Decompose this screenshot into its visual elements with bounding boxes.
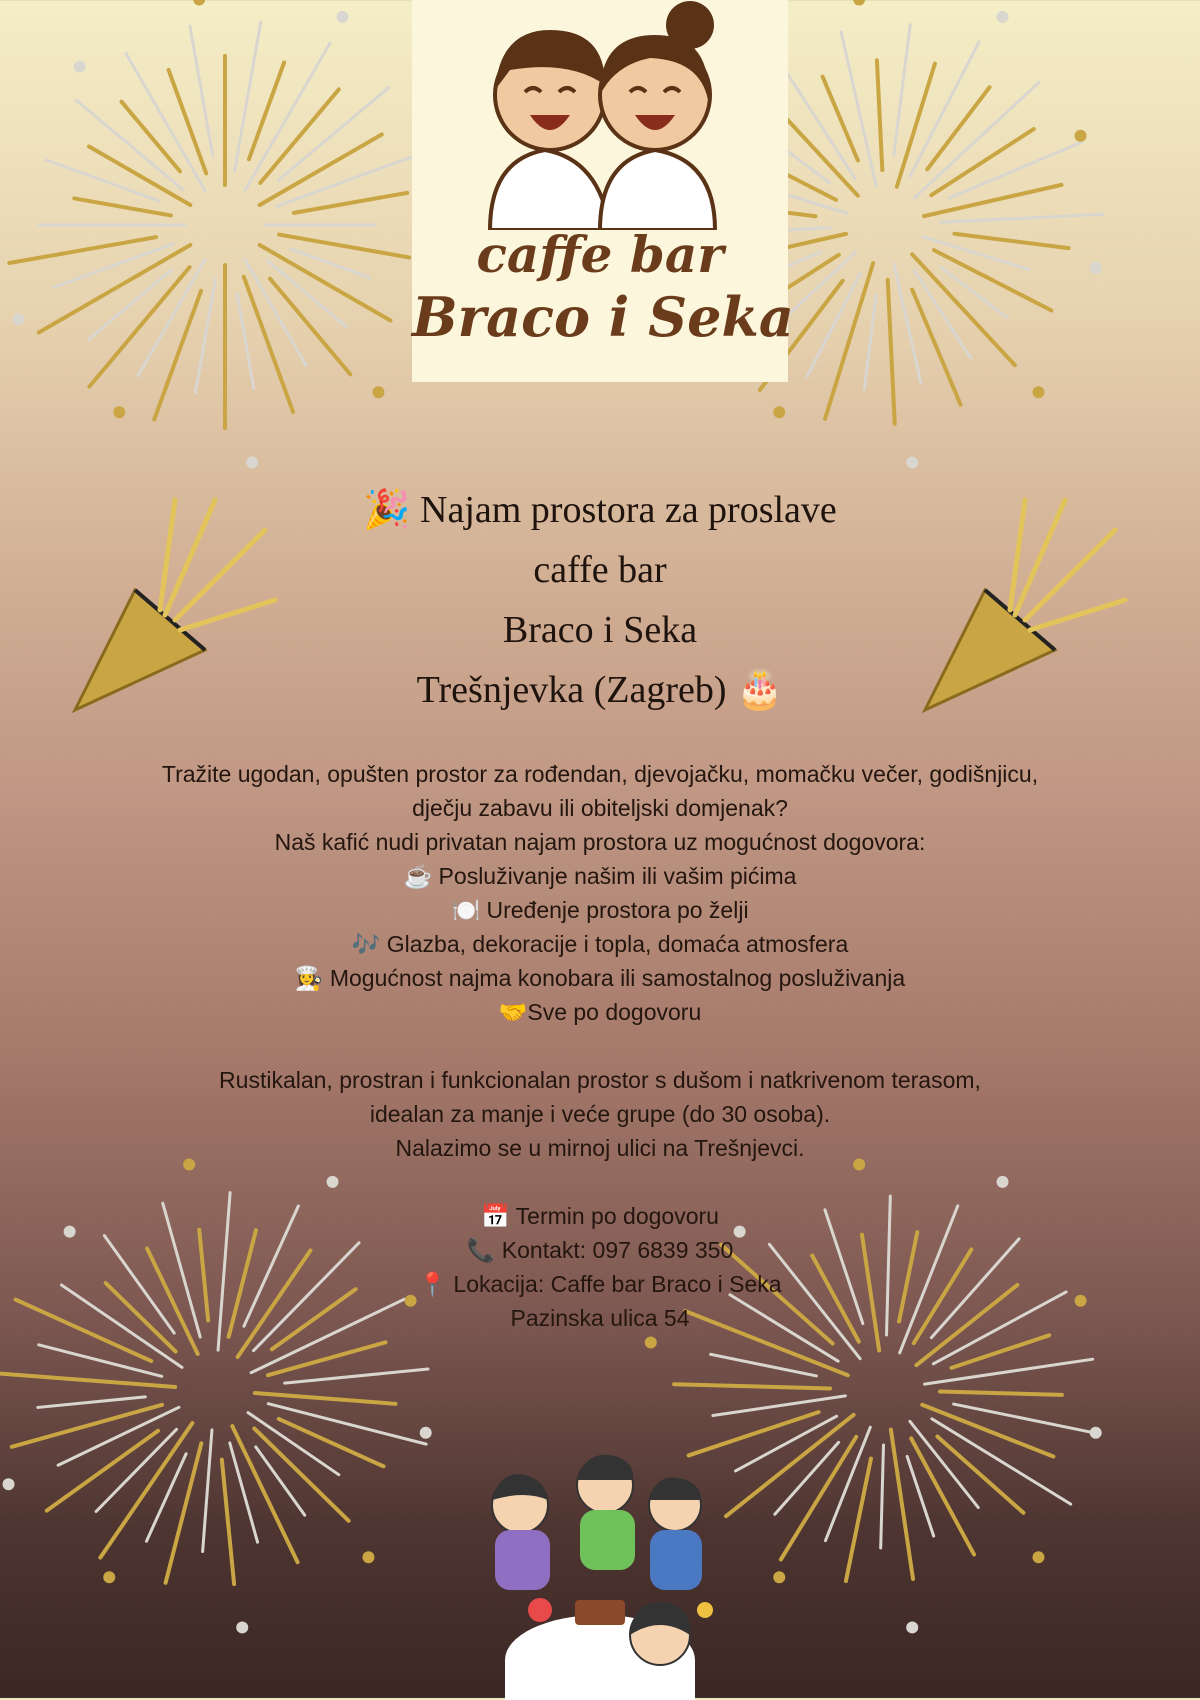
firework-dot xyxy=(13,313,25,325)
logo-line-2: Braco i Seka xyxy=(412,285,794,349)
firework-ray xyxy=(907,1456,934,1536)
firework-ray xyxy=(1,1374,175,1387)
firework-ray xyxy=(256,1447,305,1515)
firework-ray xyxy=(222,1460,234,1584)
firework-ray xyxy=(294,193,407,213)
address-info: Pazinska ulica 54 xyxy=(510,1305,690,1331)
firework-ray xyxy=(46,160,159,201)
firework-ray xyxy=(888,280,895,424)
headline-line: Braco i Seka xyxy=(502,609,698,651)
date-info: 📅 Termin po dogovoru xyxy=(481,1203,719,1229)
firework-dot xyxy=(193,0,205,5)
firework-dot xyxy=(1090,262,1102,274)
firework-dot xyxy=(246,456,258,468)
headline-line: 🎉 Najam prostora za proslave xyxy=(363,489,837,531)
intro-line: Naš kafić nudi privatan najam prostora uz mogućnost dogovora: xyxy=(274,829,926,855)
firework-ray xyxy=(203,1430,212,1552)
firework-ray xyxy=(951,1335,1049,1368)
firework-ray xyxy=(894,264,921,383)
firework-ray xyxy=(279,235,409,258)
feature-item: 🎶 Glazba, dekoracije i topla, domaća atmosfera xyxy=(351,931,849,957)
cafe-logo xyxy=(412,0,794,382)
intro-line: dječju zabavu ili obiteljski domjenak? xyxy=(412,795,788,821)
firework-ray xyxy=(877,60,882,170)
firework-ray xyxy=(940,1392,1062,1395)
firework-ray xyxy=(781,1437,856,1560)
firework-dot xyxy=(997,11,1009,23)
firework-dot xyxy=(1090,1427,1102,1439)
firework-ray xyxy=(277,150,430,206)
firework-ray xyxy=(825,1427,870,1540)
firework-ray xyxy=(894,25,911,156)
feature-item: 🤝Sve po dogovoru xyxy=(498,999,702,1025)
couple-illustration xyxy=(450,0,750,230)
firework-burst xyxy=(0,0,442,468)
firework-ray xyxy=(260,89,338,182)
description-line: Rustikalan, prostran i funkcionalan prostor s dušom i natkrivenom terasom, xyxy=(219,1067,981,1093)
description-line: Nalazimo se u mirnoj ulici na Trešnjevci. xyxy=(395,1135,805,1161)
intro-line: Tražite ugodan, opušten prostor za rođendan, djevojačku, momačku večer, godišnjicu, xyxy=(161,761,1039,787)
firework-ray xyxy=(925,1359,1093,1384)
feature-item: ☕ Posluživanje našim ili vašim pićima xyxy=(403,863,797,889)
firework-ray xyxy=(39,1345,162,1377)
firework-ray xyxy=(38,1397,145,1408)
party-illustration xyxy=(455,1410,745,1700)
firework-dot xyxy=(420,1427,432,1439)
firework-ray xyxy=(941,267,1008,318)
headline-line: caffe bar xyxy=(533,549,667,591)
headline xyxy=(0,480,1200,720)
firework-dot xyxy=(337,11,349,23)
phone-info: 📞 Kontakt: 097 6839 350 xyxy=(466,1237,734,1263)
firework-dot xyxy=(853,0,865,5)
feature-item: 🍽️ Uređenje prostora po želji xyxy=(451,897,749,923)
firework-ray xyxy=(268,1342,385,1375)
firework-ray xyxy=(154,291,201,420)
description-line: idealan za manje i veće grupe (do 30 osoba). xyxy=(369,1101,831,1127)
feature-item: 👩‍🍳 Mogućnost najma konobara ili samostalnog posluživanja xyxy=(294,965,906,991)
firework-dot xyxy=(906,456,918,468)
firework-dot xyxy=(113,406,125,418)
firework-ray xyxy=(166,1443,202,1582)
firework-ray xyxy=(924,185,1061,216)
headline-line: Trešnjevka (Zagreb) 🎂 xyxy=(416,669,784,711)
firework-ray xyxy=(954,1404,1095,1433)
firework-dot xyxy=(362,1551,374,1563)
firework-ray xyxy=(825,263,873,419)
firework-ray xyxy=(881,1445,884,1548)
firework-ray xyxy=(249,62,284,159)
firework-ray xyxy=(940,214,1103,222)
firework-ray xyxy=(291,249,370,278)
firework-ray xyxy=(237,294,254,389)
firework-dot xyxy=(1075,130,1087,142)
firework-dot xyxy=(1032,1551,1044,1563)
logo-line-1: caffe bar xyxy=(476,225,724,284)
firework-dot xyxy=(236,1621,248,1633)
firework-ray xyxy=(954,234,1068,248)
firework-ray xyxy=(230,1443,258,1542)
firework-ray xyxy=(674,1384,830,1388)
firework-dot xyxy=(645,1337,657,1349)
firework-dot xyxy=(1032,386,1044,398)
firework-ray xyxy=(823,77,858,161)
firework-ray xyxy=(255,1393,396,1404)
firework-ray xyxy=(285,1369,428,1383)
firework-dot xyxy=(906,1621,918,1633)
firework-dot xyxy=(3,1478,15,1490)
firework-dot xyxy=(773,1571,785,1583)
firework-ray xyxy=(780,62,855,179)
location-info: 📍 Lokacija: Caffe bar Braco i Seka xyxy=(418,1271,782,1297)
firework-dot xyxy=(74,61,86,73)
firework-ray xyxy=(864,294,876,389)
firework-dot xyxy=(372,386,384,398)
firework-dot xyxy=(773,406,785,418)
firework-ray xyxy=(235,22,261,171)
body-text xyxy=(0,757,1200,1335)
firework-ray xyxy=(891,1430,913,1579)
firework-dot xyxy=(103,1571,115,1583)
